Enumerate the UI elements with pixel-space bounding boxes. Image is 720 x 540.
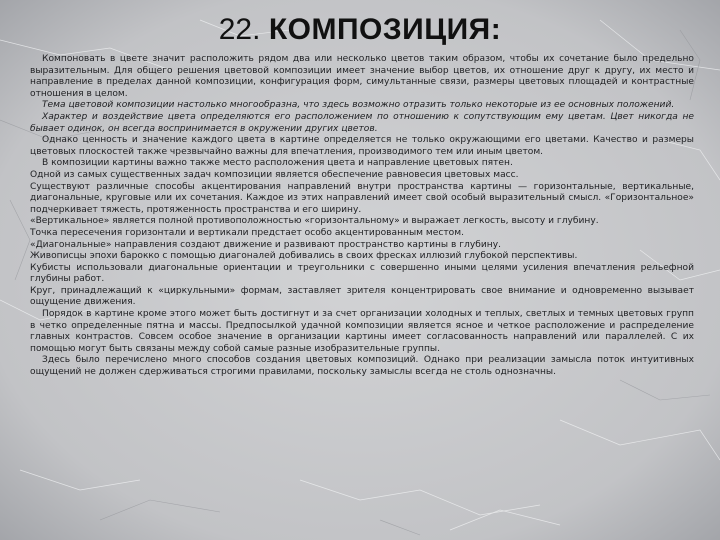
slide-title — [0, 10, 720, 50]
title-number: 22. — [218, 13, 261, 46]
paragraph: Здесь было перечислено много способов создания цветовых композиций. Однако при реализации замысла поток интуитивных ощущений не должен сдерживаться строгими правилами, поскольку замыслы всегда не столь однозначны. — [30, 355, 694, 378]
paragraph: Компоновать в цвете значит расположить рядом два или несколько цветов таким образом, чтобы их сочетание было предельно выразительным. Для общего решения цветовой композиции имеет значение выбор цветов, их отношение друг к другу, их место и направление в пределах данной композиции, конфигурация форм, симультанные связи, размеры цветовых площадей и контрастные отношения в целом. — [30, 54, 694, 99]
title-word: КОМПОЗИЦИЯ: — [268, 13, 502, 46]
paragraph: Кубисты использовали диагональные ориентации и треугольники с совершенно иными целями усиления впечатления рельефной глубины работ. — [30, 262, 694, 285]
paragraph: Существуют различные способы акцентирования направлений внутри пространства картины — горизонтальные, вертикальные, диагональные, круговые или их сочетания. Каждое из этих направлений имеет свой особый выразительный смысл. «Горизонтальное» подчеркивает тяжесть, протяженность пространства и его ширину. — [30, 181, 694, 215]
paragraph: Порядок в картине кроме этого может быть достигнут и за счет организации холодных и теплых, светлых и темных цветовых групп в четко определенные пятна и массы. Предпосылкой удачной композиции является ясное и четкое расположение и распределение главных контрастов. Совсем особое значение в организации картины имеет согласованность направлений или параллелей. С их помощью могут быть связаны между собой самые разные изобразительные группы. — [30, 309, 694, 354]
paragraph: «Диагональные» направления создают движение и развивают пространство картины в глубину. — [30, 239, 501, 250]
paragraph: Живописцы эпохи барокко с помощью диагоналей добивались в своих фресках иллюзий глубокой перспективы. — [30, 251, 578, 262]
paragraph: В композиции картины важно также место расположения цвета и направление цветовых пятен. — [42, 158, 513, 169]
paragraph: Круг, принадлежащий к «циркульными» формам, заставляет зрителя концентрировать свое внимание и одновременно вызывает ощущение движения. — [30, 285, 694, 308]
paragraph: «Вертикальное» является полной противоположностью «горизонтальному» и выражает легкость, высоту и глубину. — [30, 216, 599, 227]
paragraph: Точка пересечения горизонтали и вертикали предстает особо акцентированным местом. — [30, 227, 465, 238]
paragraph: Одной из самых существенных задач композиции является обеспечение равновесия цветовых масс. — [30, 169, 519, 180]
paragraph: Однако ценность и значение каждого цвета в картине определяется не только окружающими его цветами. Качество и размеры цветовых плоскостей также чрезвычайно важны для впечатления, производимого тем или иным цветом. — [30, 135, 694, 157]
paragraph: Тема цветовой композиции настолько многообразна, что здесь возможно отразить только некоторые из ее основных положений. — [42, 100, 675, 111]
body-text — [30, 54, 694, 379]
paragraph: Характер и воздействие цвета определяются его расположением по отношению к сопутствующим ему цветам. Цвет никогда не бывает одинок, он всегда воспринимается в окружении других цветов. — [30, 111, 694, 134]
